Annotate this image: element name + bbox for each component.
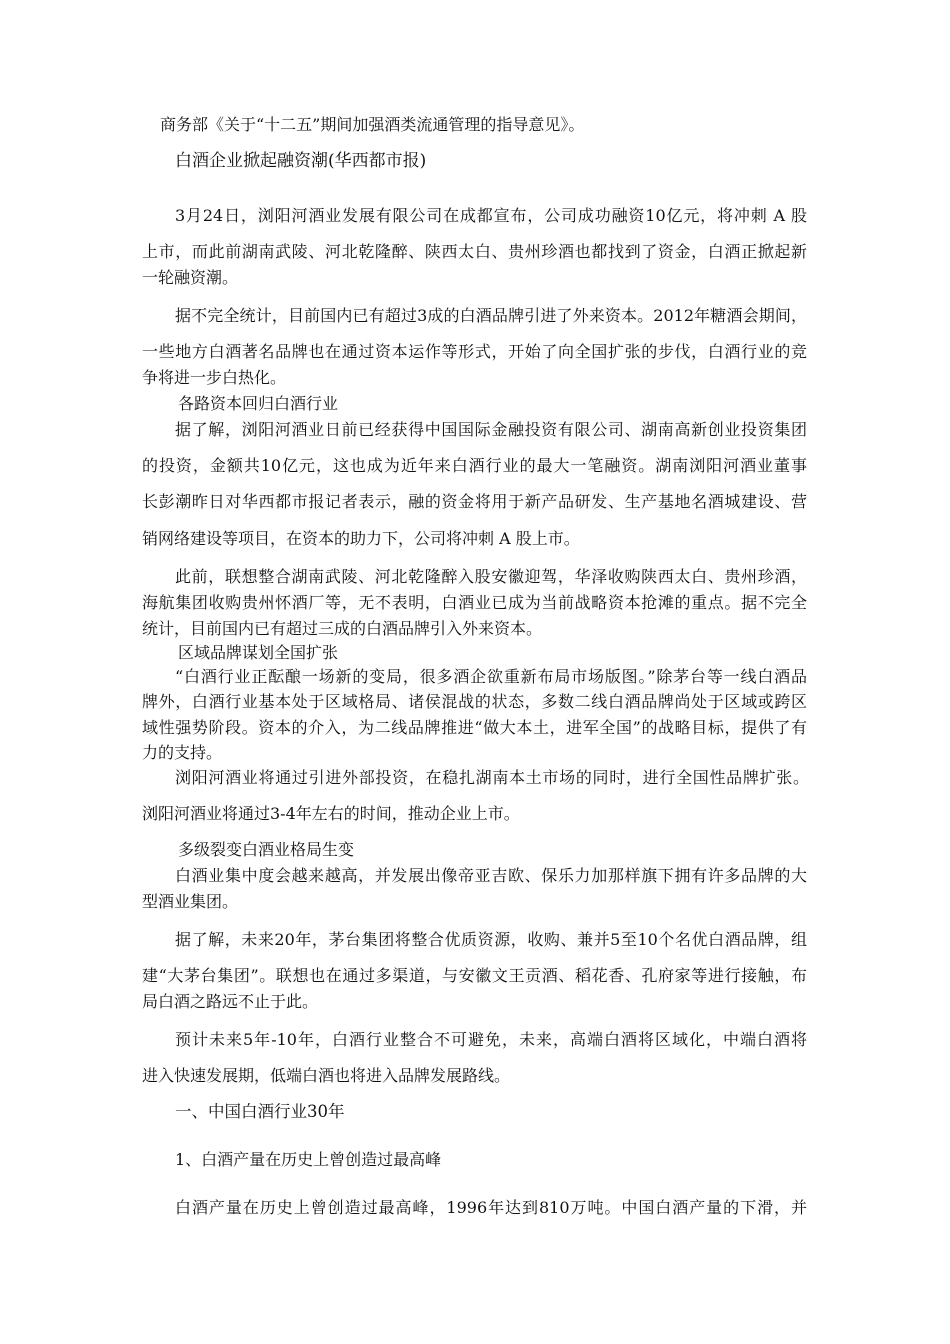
paragraph-line: 建“大茅台集团”。联想也在通过多渠道，与安徽文王贡酒、稻花香、孔府家等进行接触，布 bbox=[142, 966, 807, 985]
paragraph-line: 长彭潮昨日对华西都市报记者表示，融的资金将用于新产品研发、生产基地名酒城建设、营 bbox=[142, 492, 807, 511]
paragraph-line: 争将进一步白热化。 bbox=[142, 368, 287, 387]
subsection-heading: 1、白酒产量在历史上曾创造过最高峰 bbox=[175, 1150, 442, 1169]
chapter-heading: 一、中国白酒行业30年 bbox=[175, 1102, 345, 1121]
article-title: 白酒企业掀起融资潮(华西都市报) bbox=[175, 151, 427, 171]
paragraph-line: 白酒产量在历史上曾创造过最高峰，1996年达到810万吨。中国白酒产量的下滑，并 bbox=[175, 1198, 807, 1217]
paragraph-line: 牌外，白酒行业基本处于区域格局、诸侯混战的状态，多数二线白酒品牌尚处于区域或跨区 bbox=[142, 692, 807, 711]
paragraph-line: 统计，目前国内已有超过三成的白酒品牌引入外来资本。 bbox=[142, 619, 543, 638]
paragraph-line: 浏阳河酒业将通过3-4年左右的时间，推动企业上市。 bbox=[142, 804, 520, 823]
paragraph-line: 力的支持。 bbox=[142, 743, 223, 762]
paragraph-line: 一轮融资潮。 bbox=[142, 268, 239, 287]
paragraph-line: 据了解，浏阳河酒业日前已经获得中国国际金融投资有限公司、湖南高新创业投资集团 bbox=[175, 420, 807, 439]
paragraph-line: 白酒业集中度会越来越高，并发展出像帝亚吉欧、保乐力加那样旗下拥有许多品牌的大 bbox=[175, 866, 807, 885]
paragraph-line: 销网络建设等项目，在资本的助力下，公司将冲刺 A 股上市。 bbox=[142, 529, 580, 548]
paragraph-line: 此前，联想整合湖南武陵、河北乾隆醉入股安徽迎驾，华泽收购陕西太白、贵州珍酒， bbox=[175, 567, 807, 586]
paragraph-line: 3月24日，浏阳河酒业发展有限公司在成都宣布，公司成功融资10亿元，将冲刺 A 股 bbox=[175, 206, 807, 225]
paragraph-line: 上市，而此前湖南武陵、河北乾隆醉、陕西太白、贵州珍酒也都找到了资金，白酒正掀起新 bbox=[142, 242, 807, 261]
intro-line: 商务部《关于“十二五”期间加强酒类流通管理的指导意见》。 bbox=[160, 115, 585, 134]
paragraph-line: 一些地方白酒著名品牌也在通过资本运作等形式，开始了向全国扩张的步伐，白酒行业的竞 bbox=[142, 342, 807, 361]
paragraph-line: “白酒行业正酝酿一场新的变局，很多酒企欲重新布局市场版图。”除茅台等一线白酒品 bbox=[175, 667, 807, 686]
section-heading: 区域品牌谋划全国扩张 bbox=[178, 643, 339, 662]
paragraph-line: 据了解，未来20年，茅台集团将整合优质资源，收购、兼并5至10个名优白酒品牌，组 bbox=[175, 930, 807, 949]
paragraph-line: 局白酒之路远不止于此。 bbox=[142, 992, 319, 1011]
paragraph-line: 预计未来5年-10年，白酒行业整合不可避免，未来，高端白酒将区域化，中端白酒将 bbox=[175, 1030, 807, 1049]
section-heading: 多级裂变白酒业格局生变 bbox=[178, 840, 355, 859]
paragraph-line: 进入快速发展期，低端白酒也将进入品牌发展路线。 bbox=[142, 1066, 511, 1085]
paragraph-line: 海航集团收购贵州怀酒厂等，无不表明，白酒业已成为当前战略资本抢滩的重点。据不完全 bbox=[142, 593, 807, 612]
paragraph-line: 型酒业集团。 bbox=[142, 892, 239, 911]
paragraph-line: 域性强势阶段。资本的介入，为二线品牌推进“做大本土，进军全国”的战略目标，提供了有 bbox=[142, 718, 807, 737]
paragraph-line: 的投资，金额共10亿元，这也成为近年来白酒行业的最大一笔融资。湖南浏阳河酒业董事 bbox=[142, 456, 807, 475]
section-heading: 各路资本回归白酒行业 bbox=[178, 394, 339, 413]
paragraph-line: 据不完全统计，目前国内已有超过3成的白酒品牌引进了外来资本。2012年糖酒会期间， bbox=[175, 306, 807, 325]
paragraph-line: 浏阳河酒业将通过引进外部投资，在稳扎湖南本土市场的同时，进行全国性品牌扩张。 bbox=[175, 768, 809, 787]
